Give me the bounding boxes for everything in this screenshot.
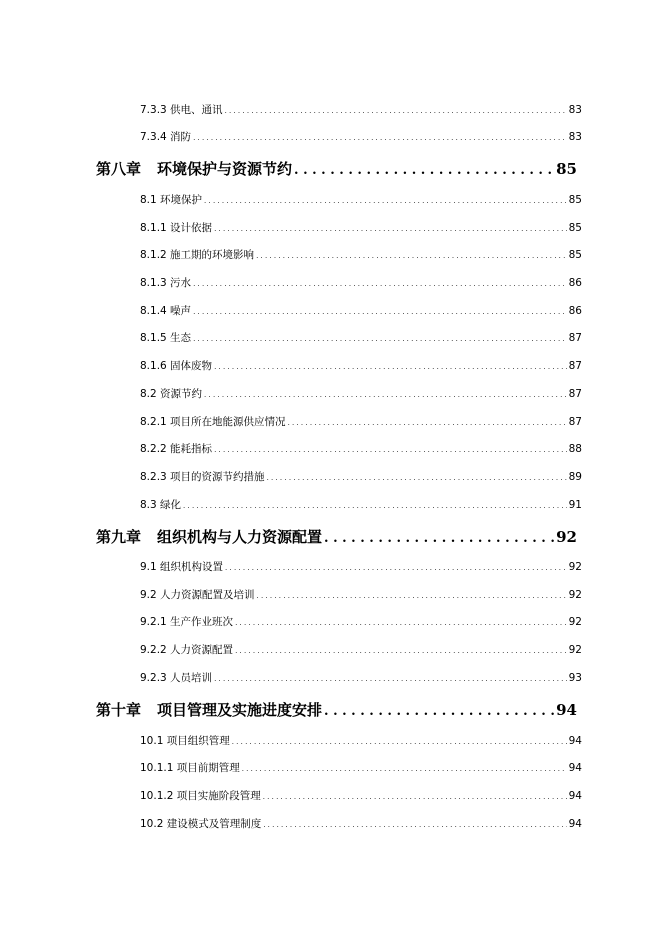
toc-entry-page: 87 bbox=[568, 416, 582, 428]
toc-entry-page: 85 bbox=[568, 249, 582, 261]
toc-entry[interactable] bbox=[140, 414, 582, 429]
toc-entry-page: 88 bbox=[568, 443, 582, 455]
toc-entry-label: 8.2.2 能耗指标 bbox=[140, 443, 213, 455]
dot-leader bbox=[263, 821, 566, 829]
toc-entry-label: 7.3.4 消防 bbox=[140, 131, 192, 143]
toc-entry-label: 8.2.1 项目所在地能源供应情况 bbox=[140, 416, 286, 428]
dot-leader bbox=[235, 619, 567, 627]
dot-leader bbox=[214, 225, 567, 233]
toc-chapter[interactable] bbox=[96, 158, 577, 179]
toc-entry-label: 9.2 人力资源配置及培训 bbox=[140, 589, 255, 601]
toc-entry[interactable] bbox=[140, 129, 582, 144]
toc-entry-label: 8.2 资源节约 bbox=[140, 388, 203, 400]
toc-entry[interactable] bbox=[140, 220, 582, 235]
toc-entry-page: 86 bbox=[568, 277, 582, 289]
dot-leader bbox=[232, 738, 567, 746]
toc-entry-page: 85 bbox=[568, 194, 582, 206]
toc-entry-page: 86 bbox=[568, 305, 582, 317]
toc-chapter-title: 环境保护与资源节约 bbox=[157, 160, 293, 178]
toc-chapter[interactable] bbox=[96, 526, 577, 547]
dot-leader bbox=[294, 163, 554, 178]
toc-entry-page: 83 bbox=[568, 131, 582, 143]
toc-chapter-page: 85 bbox=[556, 160, 577, 178]
toc-entry-label: 8.2.3 项目的资源节约措施 bbox=[140, 471, 265, 483]
toc-entry-page: 94 bbox=[568, 790, 582, 802]
toc-chapter-title: 组织机构与人力资源配置 bbox=[157, 528, 323, 546]
toc-entry[interactable] bbox=[140, 303, 582, 318]
dot-leader bbox=[183, 502, 567, 510]
toc-entry-label: 10.1.2 项目实施阶段管理 bbox=[140, 790, 261, 802]
dot-leader bbox=[267, 474, 567, 482]
toc-entry[interactable] bbox=[140, 275, 582, 290]
toc-entry-page: 91 bbox=[568, 499, 582, 511]
toc-entry-label: 7.3.3 供电、通讯 bbox=[140, 104, 223, 116]
toc-entry-page: 92 bbox=[568, 644, 582, 656]
toc-entry-page: 92 bbox=[568, 589, 582, 601]
toc-entry-page: 94 bbox=[568, 818, 582, 830]
toc-entry-label: 8.1.5 生态 bbox=[140, 332, 192, 344]
toc-entry[interactable] bbox=[140, 386, 582, 401]
toc-entry[interactable] bbox=[140, 760, 582, 775]
toc-chapter-page: 92 bbox=[556, 528, 577, 546]
toc-entry-label: 8.1.4 噪声 bbox=[140, 305, 192, 317]
toc-entry-label: 8.1.6 固体废物 bbox=[140, 360, 213, 372]
toc-chapter-number: 第八章 bbox=[96, 160, 142, 178]
dot-leader bbox=[242, 765, 567, 773]
toc-entry-page: 89 bbox=[568, 471, 582, 483]
dot-leader bbox=[235, 647, 567, 655]
toc-entry-page: 83 bbox=[568, 104, 582, 116]
toc-entry-page: 93 bbox=[568, 672, 582, 684]
toc-entry-page: 87 bbox=[568, 388, 582, 400]
toc-entry-label: 8.1.2 施工期的环境影响 bbox=[140, 249, 255, 261]
toc-entry-label: 10.1 项目组织管理 bbox=[140, 735, 230, 747]
dot-leader bbox=[193, 308, 567, 316]
toc-chapter-page: 94 bbox=[556, 701, 577, 719]
dot-leader bbox=[214, 446, 567, 454]
toc-chapter-number: 第九章 bbox=[96, 528, 142, 546]
toc-entry-label: 9.2.2 人力资源配置 bbox=[140, 644, 234, 656]
dot-leader bbox=[324, 531, 554, 546]
toc-entry[interactable] bbox=[140, 587, 582, 602]
toc-entry[interactable] bbox=[140, 330, 582, 345]
toc-entry-label: 9.2.3 人员培训 bbox=[140, 672, 213, 684]
toc-entry[interactable] bbox=[140, 642, 582, 657]
toc-entry[interactable] bbox=[140, 559, 582, 574]
toc-entry[interactable] bbox=[140, 247, 582, 262]
toc-entry-label: 10.2 建设模式及管理制度 bbox=[140, 818, 262, 830]
toc-entry-label: 8.1.1 设计依据 bbox=[140, 222, 213, 234]
toc-entry-page: 87 bbox=[568, 332, 582, 344]
dot-leader bbox=[214, 363, 567, 371]
toc-entry[interactable] bbox=[140, 497, 582, 512]
toc-chapter-label bbox=[96, 699, 322, 720]
toc-entry[interactable] bbox=[140, 441, 582, 456]
toc-entry-page: 94 bbox=[568, 762, 582, 774]
toc-entry-label: 8.1.3 污水 bbox=[140, 277, 192, 289]
toc-entry[interactable] bbox=[140, 788, 582, 803]
dot-leader bbox=[257, 592, 567, 600]
toc-entry[interactable] bbox=[140, 816, 582, 831]
dot-leader bbox=[225, 107, 567, 115]
toc-entry[interactable] bbox=[140, 469, 582, 484]
toc-entry-label: 9.1 组织机构设置 bbox=[140, 561, 224, 573]
toc-entry-label: 10.1.1 项目前期管理 bbox=[140, 762, 240, 774]
toc-entry[interactable] bbox=[140, 192, 582, 207]
dot-leader bbox=[204, 391, 567, 399]
toc-entry[interactable] bbox=[140, 102, 582, 117]
dot-leader bbox=[288, 419, 567, 427]
dot-leader bbox=[225, 564, 567, 572]
toc-chapter-label bbox=[96, 526, 322, 547]
toc-entry-page: 92 bbox=[568, 561, 582, 573]
toc-entry[interactable] bbox=[140, 733, 582, 748]
toc-entry-page: 85 bbox=[568, 222, 582, 234]
dot-leader bbox=[193, 280, 567, 288]
toc-entry-label: 8.1 环境保护 bbox=[140, 194, 203, 206]
dot-leader bbox=[204, 197, 567, 205]
toc-entry[interactable] bbox=[140, 670, 582, 685]
toc-chapter[interactable] bbox=[96, 699, 577, 720]
toc-entry-page: 87 bbox=[568, 360, 582, 372]
dot-leader bbox=[263, 793, 567, 801]
dot-leader bbox=[193, 134, 567, 142]
toc-entry-page: 94 bbox=[568, 735, 582, 747]
toc-entry-page: 92 bbox=[568, 616, 582, 628]
dot-leader bbox=[324, 704, 554, 719]
dot-leader bbox=[214, 675, 567, 683]
toc-entry-label: 8.3 绿化 bbox=[140, 499, 182, 511]
dot-leader bbox=[193, 335, 567, 343]
toc-chapter-title: 项目管理及实施进度安排 bbox=[157, 701, 323, 719]
toc-entry[interactable] bbox=[140, 358, 582, 373]
toc-entry[interactable] bbox=[140, 614, 582, 629]
dot-leader bbox=[256, 252, 567, 260]
toc-entry-label: 9.2.1 生产作业班次 bbox=[140, 616, 234, 628]
toc-chapter-label bbox=[96, 158, 292, 179]
toc-chapter-number: 第十章 bbox=[96, 701, 142, 719]
